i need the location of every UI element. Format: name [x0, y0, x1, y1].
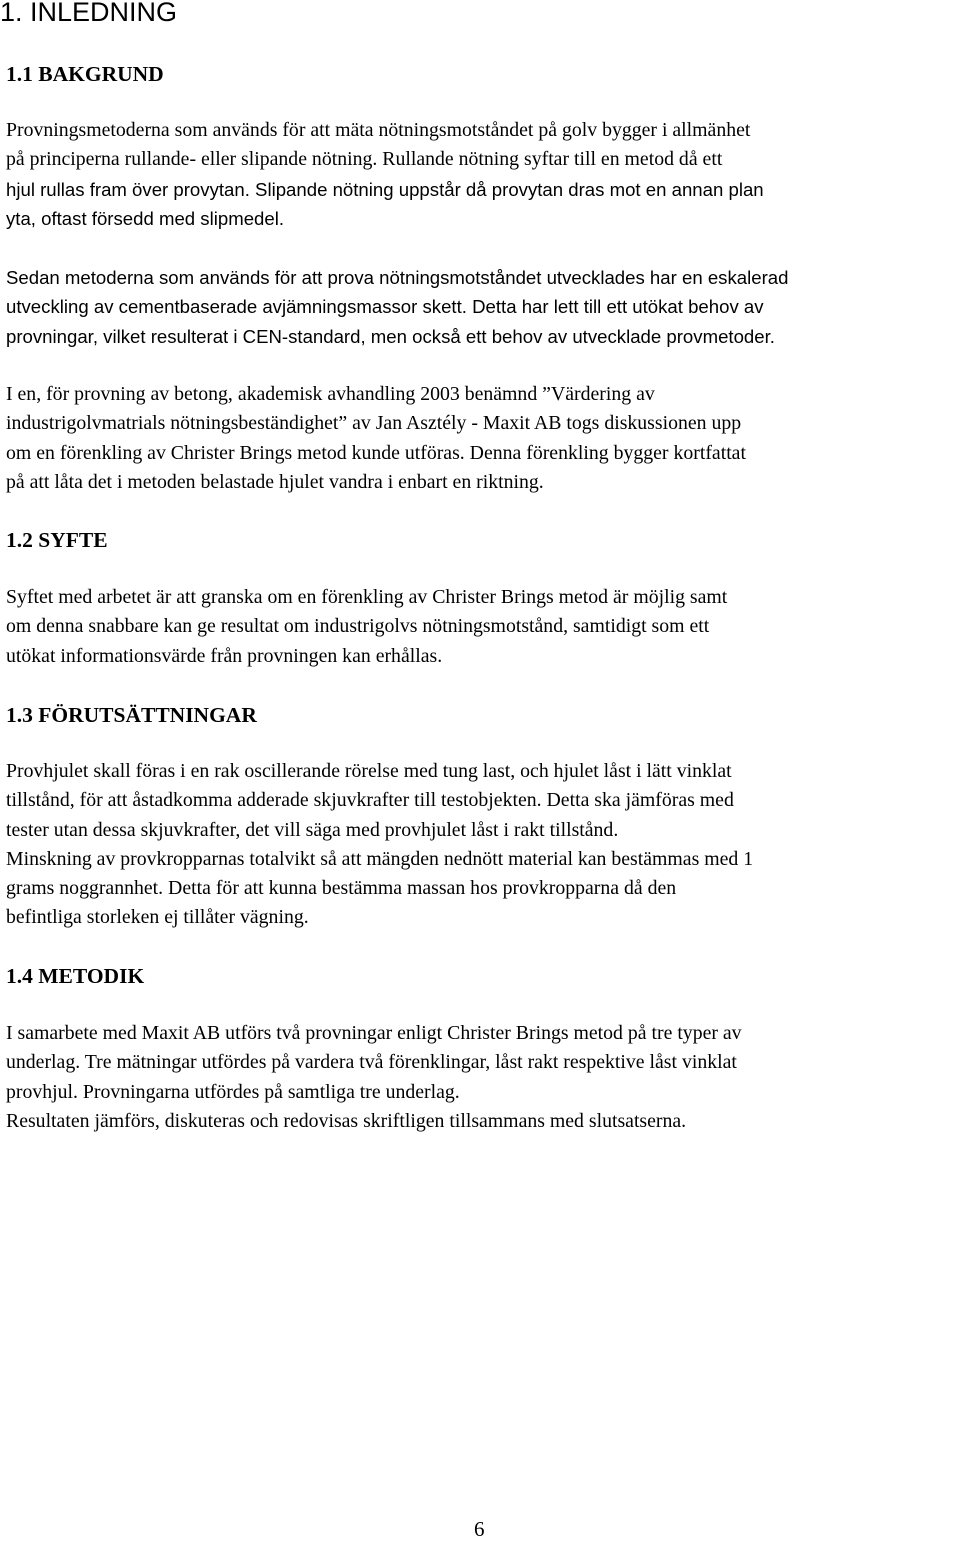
text-line: tester utan dessa skjuvkrafter, det vill säga med provhjulet låst i rakt tillstånd. — [6, 818, 619, 841]
text-line: provningar, vilket resulterat i CEN-standard, men också ett behov av utvecklade provmetoder. — [6, 325, 775, 347]
text-line: Resultaten jämförs, diskuteras och redovisas skriftligen tillsammans med slutsatserna. — [6, 1109, 687, 1132]
paragraph-bakgrund-3 — [6, 380, 960, 497]
paragraph-bakgrund-1 — [6, 116, 960, 233]
paragraph-forutsattningar — [6, 757, 960, 933]
text-line: tillstånd, för att åstadkomma adderade skjuvkrafter till testobjekten. Detta ska jämföras med — [6, 789, 734, 812]
page-number: 6 — [474, 1517, 485, 1541]
section-heading-metodik: 1.4 METODIK — [6, 964, 145, 988]
text-line: yta, oftast försedd med slipmedel. — [6, 207, 285, 229]
text-line: på principerna rullande- eller slipande nötning. Rullande nötning syftar till en metod då ett — [6, 148, 723, 171]
text-line: befintliga storleken ej tillåter vägning. — [6, 906, 309, 929]
text-line: utökat informationsvärde från provningen kan erhållas. — [6, 644, 443, 667]
section-heading-bakgrund: 1.1 BAKGRUND — [6, 62, 164, 86]
text-line: grams noggrannhet. Detta för att kunna bestämma massan hos provkropparna då den — [6, 877, 677, 900]
text-line: Provningsmetoderna som används för att mäta nötningsmotståndet på golv bygger i allmänhet — [6, 119, 751, 141]
text-line: provhjul. Provningarna utfördes på samtliga tre underlag. — [6, 1080, 460, 1103]
section-heading-forutsattningar: 1.3 FÖRUTSÄTTNINGAR — [6, 703, 257, 727]
text-line: underlag. Tre mätningar utfördes på vardera två förenklingar, låst rakt respektive låst vinklat — [6, 1051, 737, 1074]
text-line: Syftet med arbetet är att granska om en förenkling av Christer Brings metod är möjlig samt — [6, 586, 728, 608]
text-line: hjul rullas fram över provytan. Slipande nötning uppstår då provytan dras mot en annan plan — [6, 178, 764, 200]
text-line: Minskning av provkropparnas totalvikt så att mängden nednött material kan bestämmas med 1 — [6, 847, 754, 870]
text-line: om denna snabbare kan ge resultat om industrigolvs nötningsmotstånd, samtidigt som ett — [6, 615, 710, 638]
text-line: industrigolvmatrials nötningsbeständighet” av Jan Asztély - Maxit AB togs diskussionen upp — [6, 412, 742, 435]
paragraph-bakgrund-2 — [6, 263, 960, 351]
text-line: om en förenkling av Christer Brings metod kunde utföras. Denna förenkling bygger kortfattat — [6, 441, 746, 464]
text-line: på att låta det i metoden belastade hjulet vandra i enbart en riktning. — [6, 470, 544, 493]
paragraph-syfte — [6, 583, 960, 671]
text-line: I en, för provning av betong, akademisk avhandling 2003 benämnd ”Värdering av — [6, 383, 655, 405]
text-line: I samarbete med Maxit AB utförs två provningar enligt Christer Brings metod på tre typer av — [6, 1022, 742, 1044]
paragraph-metodik — [6, 1019, 960, 1136]
chapter-title: 1. INLEDNING — [0, 0, 178, 27]
text-line: utveckling av cementbaserade avjämningsmassor skett. Detta har lett till ett utökat behov av — [6, 296, 764, 318]
text-line: Provhjulet skall föras i en rak oscillerande rörelse med tung last, och hjulet låst i lätt vinklat — [6, 760, 732, 782]
section-heading-syfte: 1.2 SYFTE — [6, 528, 108, 552]
text-line: Sedan metoderna som används för att prova nötningsmotståndet utvecklades har en eskalerad — [6, 267, 789, 288]
